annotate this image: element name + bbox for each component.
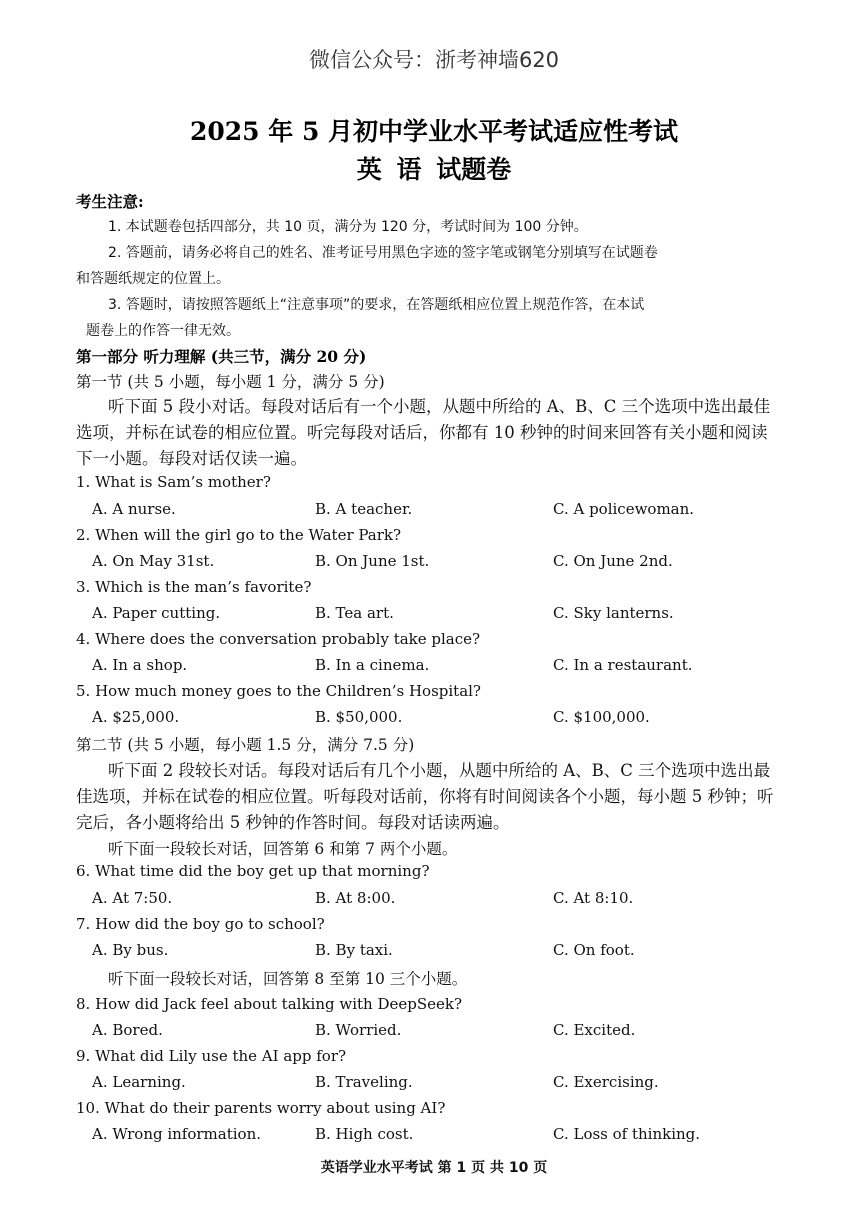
question-7: 7. How did the boy go to school? (76, 915, 325, 933)
section2-instructions: 听下面 2 段较长对话。每段对话后有几个小题，从题中所给的 A、B、C 三个选项中选出最佳选项，并标在试卷的相应位置。听每段对话前，你将有时间阅读各个小题，每小题 5 秒钟；听完后，各小题将给出 5 秒钟的作答时间。每段对话读两遍。 (76, 761, 774, 832)
question-1-option-b: B. A teacher. (315, 500, 413, 518)
question-1: 1. What is Sam’s mother? (76, 473, 271, 491)
dialog-2-note: 听下面一段较长对话，回答第 8 至第 10 三个小题。 (108, 970, 468, 988)
question-1-option-a: A. A nurse. (92, 500, 176, 518)
question-9-option-a: A. Learning. (92, 1073, 186, 1091)
question-8-option-c: C. Excited. (553, 1021, 636, 1039)
question-3-option-a: A. Paper cutting. (92, 604, 221, 622)
question-4: 4. Where does the conversation probably take place? (76, 630, 481, 648)
exam-subtitle: 英 语 试题卷 (356, 155, 512, 184)
question-10-option-a: A. Wrong information. (92, 1125, 262, 1143)
question-6-option-b: B. At 8:00. (315, 889, 396, 907)
question-9-option-c: C. Exercising. (553, 1073, 659, 1091)
question-5-option-a: A. $25,000. (92, 708, 180, 726)
question-2: 2. When will the girl go to the Water Park? (76, 526, 402, 544)
question-2-option-c: C. On June 2nd. (553, 552, 673, 570)
question-8: 8. How did Jack feel about talking with DeepSeek? (76, 995, 463, 1013)
notice-heading: 考生注意: (76, 192, 144, 211)
question-4-option-b: B. In a cinema. (315, 656, 430, 674)
part1-heading: 第一部分 听力理解 (共三节，满分 20 分) (76, 347, 367, 366)
question-8-option-a: A. Bored. (92, 1021, 163, 1039)
notice-item-3-cont: 题卷上的作答一律无效。 (86, 323, 240, 339)
question-7-option-a: A. By bus. (92, 941, 169, 959)
question-10-option-c: C. Loss of thinking. (553, 1125, 701, 1143)
question-3-option-c: C. Sky lanterns. (553, 604, 674, 622)
page-footer: 英语学业水平考试 第 1 页 共 10 页 (320, 1160, 548, 1176)
question-3-option-b: B. Tea art. (315, 604, 394, 622)
exam-title: 2025 年 5 月初中学业水平考试适应性考试 (189, 117, 679, 146)
section1-heading: 第一节 (共 5 小题，每小题 1 分，满分 5 分) (76, 373, 385, 391)
question-5: 5. How much money goes to the Children’s Hospital? (76, 682, 481, 700)
question-9: 9. What did Lily use the AI app for? (76, 1047, 347, 1065)
question-2-option-b: B. On June 1st. (315, 552, 430, 570)
notice-item-2: 2. 答题前，请务必将自己的姓名、准考证号用黑色字迹的签字笔或钢笔分别填写在试题卷 (108, 245, 658, 261)
question-5-option-b: B. $50,000. (315, 708, 403, 726)
watermark: 微信公众号：浙考神墙620 (308, 48, 560, 72)
section1-instructions: 听下面 5 段小对话。每段对话后有一个小题，从题中所给的 A、B、C 三个选项中选出最佳选项，并标在试卷的相应位置。听完每段对话后，你都有 10 秒钟的时间来回答有关小题和阅读下一小题。每段对话仅读一遍。 (76, 397, 771, 468)
question-6: 6. What time did the boy get up that morning? (76, 862, 430, 880)
notice-item-1: 1. 本试题卷包括四部分，共 10 页，满分为 120 分，考试时间为 100 分钟。 (108, 219, 588, 235)
question-10: 10. What do their parents worry about using AI? (76, 1099, 446, 1117)
question-3: 3. Which is the man’s favorite? (76, 578, 312, 596)
section2-heading: 第二节 (共 5 小题，每小题 1.5 分，满分 7.5 分) (76, 736, 415, 754)
notice-item-3: 3. 答题时，请按照答题纸上“注意事项”的要求，在答题纸相应位置上规范作答，在本试 (108, 297, 645, 313)
question-7-option-c: C. On foot. (553, 941, 635, 959)
dialog-1-note: 听下面一段较长对话，回答第 6 和第 7 两个小题。 (108, 840, 458, 858)
question-10-option-b: B. High cost. (315, 1125, 414, 1143)
question-2-option-a: A. On May 31st. (92, 552, 215, 570)
notice-item-2-cont: 和答题纸规定的位置上。 (76, 271, 230, 287)
question-7-option-b: B. By taxi. (315, 941, 393, 959)
question-5-option-c: C. $100,000. (553, 708, 650, 726)
question-6-option-a: A. At 7:50. (92, 889, 173, 907)
question-8-option-b: B. Worried. (315, 1021, 402, 1039)
question-6-option-c: C. At 8:10. (553, 889, 634, 907)
question-4-option-a: A. In a shop. (92, 656, 188, 674)
question-4-option-c: C. In a restaurant. (553, 656, 693, 674)
question-1-option-c: C. A policewoman. (553, 500, 695, 518)
question-9-option-b: B. Traveling. (315, 1073, 413, 1091)
